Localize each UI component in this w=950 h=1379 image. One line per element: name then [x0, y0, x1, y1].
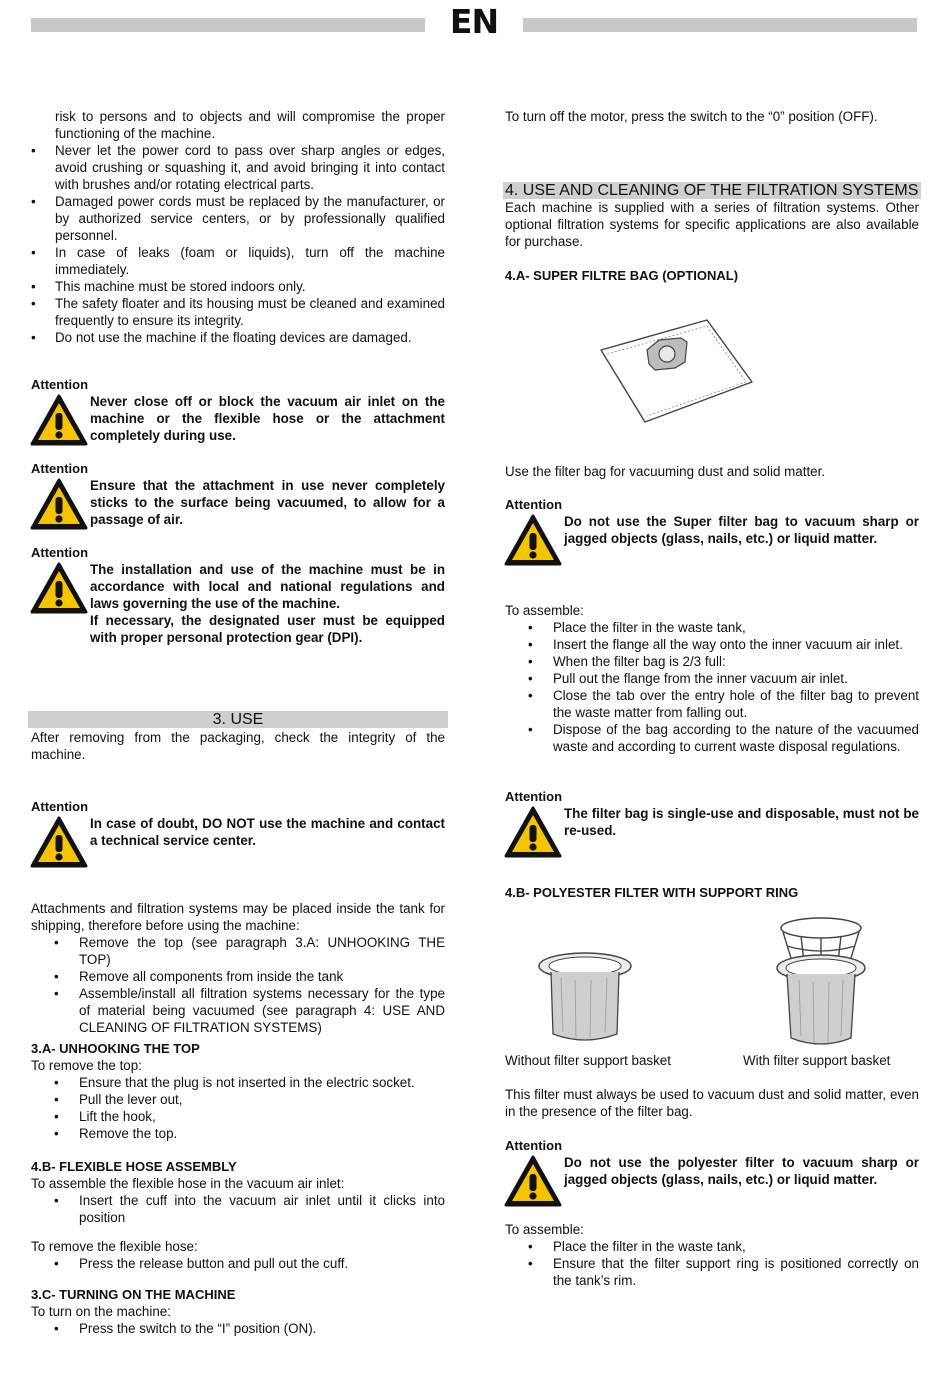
- list-item: • Remove the top.: [31, 1125, 445, 1142]
- subsection-title: 3.C- TURNING ON THE MACHINE: [31, 1287, 236, 1302]
- list-item: • Insert the cuff into the vacuum air inlet until it clicks into position: [31, 1192, 445, 1226]
- subsection-intro: To assemble the flexible hose in the vacuum air inlet:: [31, 1176, 345, 1191]
- attention-label: Attention: [31, 377, 89, 392]
- attachments-intro: Attachments and filtration systems may be placed inside the tank for shipping, therefore before using the machine:: [31, 901, 445, 933]
- warning-triangle-icon: [29, 393, 89, 447]
- list-item: • Pull out the flange from the inner vacuum air inlet.: [505, 670, 919, 687]
- warning-text: In case of doubt, DO NOT use the machine and contact a technical service center.: [90, 816, 445, 848]
- list-item: • Assemble/install all filtration systems necessary for the type of material being vacuumed (see paragraph 4: USE AND CLEANING OF FILTRATION SYSTEMS): [31, 985, 445, 1036]
- steps-list: [31, 1255, 445, 1272]
- subsection-title: 4.B- FLEXIBLE HOSE ASSEMBLY: [31, 1159, 237, 1174]
- turn-off-text: To turn off the motor, press the switch to the “0” position (OFF).: [505, 109, 878, 124]
- list-item: • Insert the flange all the way onto the inner vacuum air inlet.: [505, 636, 919, 653]
- attention-block-polyester: [505, 1137, 919, 1188]
- warning-text: The filter bag is single-use and disposable, must not be re-used.: [564, 806, 919, 838]
- subsection-title: 4.A- SUPER FILTRE BAG (OPTIONAL): [505, 268, 739, 283]
- attention-label: Attention: [505, 497, 563, 512]
- list-item: • Place the filter in the waste tank,: [505, 1238, 919, 1255]
- list-item: • Ensure that the plug is not inserted in the electric socket.: [31, 1074, 445, 1091]
- warning-triangle-icon: [29, 477, 89, 531]
- use-intro: After removing from the packaging, check the integrity of the machine.: [31, 730, 445, 762]
- subsection-intro: To remove the flexible hose:: [31, 1239, 198, 1254]
- subsection-title: 4.B- POLYESTER FILTER WITH SUPPORT RING: [505, 885, 799, 900]
- attention-label: Attention: [31, 545, 89, 560]
- header-bar-right: [523, 18, 917, 32]
- list-item: • Lift the hook,: [31, 1108, 445, 1125]
- attention-block-inlet: [31, 376, 445, 444]
- section-3a: [31, 1040, 445, 1142]
- attention-block-regulations: [31, 544, 445, 646]
- warning-text: The installation and use of the machine must be in accordance with local and national regulations and laws governing the use of the machine.: [90, 562, 445, 611]
- warning-triangle-icon: [29, 561, 89, 615]
- attention-label: Attention: [505, 789, 563, 804]
- list-item: • Damaged power cords must be replaced by the manufacturer, or by authorized service centers, or by professionally qualified personnel.: [31, 193, 445, 244]
- attention-block-single-use: [505, 788, 919, 839]
- polyester-filter-illustration: [535, 948, 635, 1046]
- filter-bag-illustration: [597, 312, 757, 430]
- list-item: • Remove all components from inside the tank: [31, 968, 445, 985]
- warning-triangle-icon: [503, 805, 563, 859]
- attachments-block: [31, 900, 445, 1036]
- assemble-label: To assemble:: [505, 1222, 584, 1237]
- list-item: • In case of leaks (foam or liquids), turn off the machine immediately.: [31, 244, 445, 278]
- warning-text: If necessary, the designated user must be equipped with proper personal protection gear (DPI).: [90, 613, 445, 645]
- list-item: • Remove the top (see paragraph 3.A: UNHOOKING THE TOP): [31, 934, 445, 968]
- intro-continuation: risk to persons and to objects and will compromise the proper functioning of the machine.: [55, 109, 445, 141]
- warning-text: Do not use the Super filter bag to vacuum sharp or jagged objects (glass, nails, etc.) or liquid matter.: [564, 514, 919, 546]
- attention-block-doubt: [31, 798, 445, 849]
- bag-use-text: Use the filter bag for vacuuming dust and solid matter.: [505, 464, 826, 479]
- bag-assembly-block: [505, 602, 919, 755]
- warning-triangle-icon: [503, 513, 563, 567]
- section-title-use: 3. USE: [212, 711, 264, 728]
- steps-list: [505, 1238, 919, 1289]
- section-4b-hose: [31, 1158, 445, 1226]
- warning-triangle-icon: [503, 1154, 563, 1208]
- language-code: EN: [449, 2, 499, 41]
- section-3c: [31, 1286, 445, 1337]
- assemble-label: To assemble:: [505, 603, 584, 618]
- attention-label: Attention: [31, 799, 89, 814]
- steps-list: [31, 1192, 445, 1226]
- filter-with-basket-illustration: [771, 912, 871, 1052]
- attention-block-attachment: [31, 460, 445, 528]
- warning-text: Do not use the polyester filter to vacuum sharp or jagged objects (glass, nails, etc.) or liquid matter.: [564, 1155, 919, 1187]
- warning-triangle-icon: [29, 815, 89, 869]
- list-item: • Pull the lever out,: [31, 1091, 445, 1108]
- list-item: • Dispose of the bag according to the nature of the vacuumed waste and according to current waste disposal regulations.: [505, 721, 919, 755]
- safety-intro-block: [31, 108, 445, 346]
- list-item: • Press the release button and pull out the cuff.: [31, 1255, 445, 1272]
- safety-bullet-list: [31, 142, 445, 346]
- list-item: • Close the tab over the entry hole of the filter bag to prevent the waste matter from falling out.: [505, 687, 919, 721]
- caption-without-basket: Without filter support basket: [505, 1053, 671, 1068]
- list-item: • Do not use the machine if the floating devices are damaged.: [31, 329, 445, 346]
- header-bar-left: [31, 18, 425, 32]
- steps-list: [31, 1320, 445, 1337]
- polyester-assembly-block: [505, 1221, 919, 1289]
- warning-text: Never close off or block the vacuum air inlet on the machine or the flexible hose or the attachment completely during use.: [90, 394, 445, 443]
- subsection-intro: To remove the top:: [31, 1058, 142, 1073]
- list-item: • This machine must be stored indoors only.: [31, 278, 445, 295]
- list-item: • Press the switch to the “I” position (ON).: [31, 1320, 445, 1337]
- warning-text: Ensure that the attachment in use never completely sticks to the surface being vacuumed, to allow for a passage of air.: [90, 478, 445, 527]
- section-title-filtration: 4. USE AND CLEANING OF THE FILTRATION SYSTEMS: [505, 182, 919, 199]
- list-item: • Place the filter in the waste tank,: [505, 619, 919, 636]
- hose-removal-block: [31, 1238, 445, 1272]
- steps-list: [505, 619, 919, 755]
- list-item: • Ensure that the filter support ring is positioned correctly on the tank’s rim.: [505, 1255, 919, 1289]
- filtration-intro: Each machine is supplied with a series of filtration systems. Other optional filtration systems for specific applications are also available for purchase.: [505, 200, 919, 249]
- list-item: • When the filter bag is 2/3 full:: [505, 653, 919, 670]
- attention-label: Attention: [31, 461, 89, 476]
- subsection-intro: To turn on the machine:: [31, 1304, 171, 1319]
- attention-label: Attention: [505, 1138, 563, 1153]
- polyester-use-text: This filter must always be used to vacuum dust and solid matter, even in the presence of the filter bag.: [505, 1087, 919, 1119]
- list-item: • Never let the power cord to pass over sharp angles or edges, avoid crushing or squashing it, and avoid bringing it into contact with brushes and/or rotating electrical parts.: [31, 142, 445, 193]
- steps-list: [31, 1074, 445, 1142]
- list-item: • The safety floater and its housing must be cleaned and examined frequently to ensure its integrity.: [31, 295, 445, 329]
- attention-block-bag: [505, 496, 919, 547]
- attachments-list: [31, 934, 445, 1036]
- caption-with-basket: With filter support basket: [743, 1053, 891, 1068]
- subsection-title: 3.A- UNHOOKING THE TOP: [31, 1041, 200, 1056]
